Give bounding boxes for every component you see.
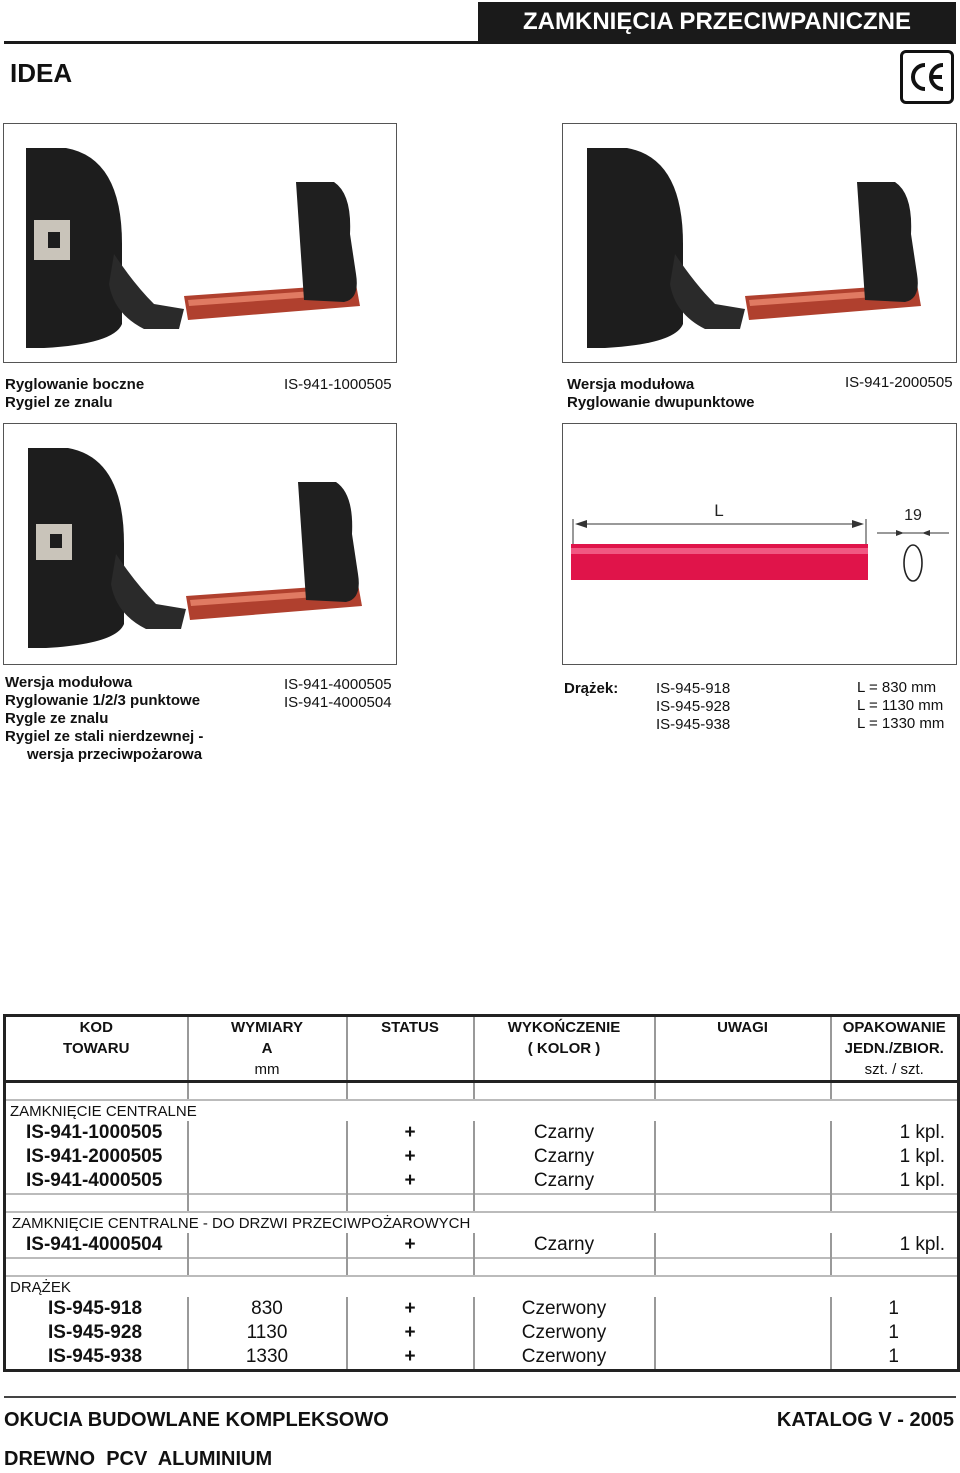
cell-kod: IS-941-4000505 xyxy=(5,1169,188,1194)
table-header-row xyxy=(5,1016,959,1039)
header-rule xyxy=(4,41,956,44)
caption-line: Rygiel ze stali nierdzewnej - xyxy=(5,728,204,745)
caption-line: Ryglowanie 1/2/3 punktowe xyxy=(5,692,201,709)
section-row xyxy=(5,1276,959,1297)
cell-uwagi xyxy=(655,1297,831,1321)
cell-kod: IS-941-1000505 xyxy=(5,1121,188,1145)
cell-opak: 1 xyxy=(831,1321,959,1345)
product-code: IS-941-4000504 xyxy=(284,694,392,711)
cell-kod: IS-945-928 xyxy=(5,1321,188,1345)
product-3-codes xyxy=(284,676,392,712)
cell-status: + xyxy=(347,1233,474,1258)
cell-kod: IS-941-4000504 xyxy=(5,1233,188,1258)
cell-opak: 1 xyxy=(831,1297,959,1321)
bar-code: IS-945-918 xyxy=(656,680,731,697)
cell-kolor: Czarny xyxy=(474,1121,655,1145)
cell-wymiar xyxy=(188,1233,347,1258)
cell-status: + xyxy=(347,1297,474,1321)
brand-name: IDEA xyxy=(10,58,73,88)
table-row xyxy=(5,1345,959,1371)
header-wykonczenie-2: ( KOLOR ) xyxy=(474,1038,655,1059)
cell-wymiar: 1330 xyxy=(188,1345,347,1371)
table-row xyxy=(5,1121,959,1145)
product-photo-multipoint-lock xyxy=(3,423,397,665)
product-2-caption xyxy=(567,376,837,412)
cell-status: + xyxy=(347,1169,474,1194)
diameter-label: 19 xyxy=(904,507,922,524)
header-opakowanie-unit: szt. / szt. xyxy=(831,1059,959,1082)
product-photo-side-lock xyxy=(3,123,397,363)
cell-wymiar: 830 xyxy=(188,1297,347,1321)
cell-status: + xyxy=(347,1121,474,1145)
spacer-row xyxy=(5,1258,959,1276)
cell-kolor: Czarny xyxy=(474,1145,655,1169)
table-row xyxy=(5,1145,959,1169)
table-header-row xyxy=(5,1059,959,1082)
header-status: STATUS xyxy=(347,1016,474,1039)
cell-kolor: Czarny xyxy=(474,1169,655,1194)
product-photo-two-point-lock xyxy=(562,123,957,363)
bar-label: Drążek: xyxy=(564,680,619,697)
cell-opak: 1 kpl. xyxy=(831,1233,959,1258)
product-1-code: IS-941-1000505 xyxy=(284,376,392,393)
bar-codes xyxy=(656,680,730,734)
caption-line: Rygle ze znalu xyxy=(5,710,109,727)
header-opakowanie-2: JEDN./ZBIOR. xyxy=(831,1038,959,1059)
header-opakowanie: OPAKOWANIE xyxy=(831,1016,959,1039)
header-wymiary-unit: mm xyxy=(188,1059,347,1082)
bar-lengths xyxy=(857,679,944,733)
table-row xyxy=(5,1321,959,1345)
spacer-row xyxy=(5,1082,959,1101)
footer-materials: DREWNO PCV ALUMINIUM xyxy=(4,1448,273,1470)
product-code: IS-941-4000505 xyxy=(284,676,392,693)
header-kod: KOD xyxy=(5,1016,188,1039)
table-row xyxy=(5,1233,959,1258)
caption-line: Wersja modułowa xyxy=(5,674,133,691)
section-title: DRĄŻEK xyxy=(5,1276,959,1297)
caption-line: wersja przeciwpożarowa xyxy=(27,746,203,763)
ce-mark-icon xyxy=(900,50,954,104)
header-wymiary: WYMIARY xyxy=(188,1016,347,1039)
header-uwagi: UWAGI xyxy=(655,1016,831,1039)
caption-line: Rygiel ze znalu xyxy=(5,394,113,411)
table-row xyxy=(5,1297,959,1321)
bar-section-icon xyxy=(904,545,922,581)
cell-uwagi xyxy=(655,1145,831,1169)
product-table xyxy=(3,1014,960,1372)
bar-length: L = 1130 mm xyxy=(857,697,944,714)
header-kod-2: TOWARU xyxy=(5,1038,188,1059)
cell-kolor: Czerwony xyxy=(474,1321,655,1345)
product-3-caption xyxy=(5,674,275,764)
bar-dimension-diagram xyxy=(562,423,957,665)
cell-uwagi xyxy=(655,1169,831,1194)
section-title: ZAMKNIĘCIE CENTRALNE xyxy=(5,1100,959,1121)
section-title: ZAMKNIĘCIE CENTRALNE - DO DRZWI PRZECIWPOŻAROWYCH xyxy=(5,1212,959,1233)
cell-uwagi xyxy=(655,1345,831,1371)
cell-status: + xyxy=(347,1145,474,1169)
product-1-caption xyxy=(5,376,275,412)
cell-kolor: Czerwony xyxy=(474,1345,655,1371)
table-row xyxy=(5,1169,959,1194)
caption-line: Wersja modułowa xyxy=(567,376,695,393)
header-wykonczenie: WYKOŃCZENIE xyxy=(474,1016,655,1039)
cell-kolor: Czarny xyxy=(474,1233,655,1258)
caption-line: Ryglowanie dwupunktowe xyxy=(567,394,755,411)
length-label: L xyxy=(714,501,724,520)
header-wymiary-2: A xyxy=(188,1038,347,1059)
bar-length: L = 1330 mm xyxy=(857,715,945,732)
caption-line: Ryglowanie boczne xyxy=(5,376,145,393)
spacer-row xyxy=(5,1194,959,1212)
cell-opak: 1 kpl. xyxy=(831,1121,959,1145)
section-row xyxy=(5,1212,959,1233)
cell-status: + xyxy=(347,1345,474,1371)
cell-kod: IS-941-2000505 xyxy=(5,1145,188,1169)
cell-uwagi xyxy=(655,1121,831,1145)
cell-wymiar xyxy=(188,1121,347,1145)
bar-code: IS-945-928 xyxy=(656,698,731,715)
cell-opak: 1 kpl. xyxy=(831,1145,959,1169)
cell-opak: 1 xyxy=(831,1345,959,1371)
cell-wymiar xyxy=(188,1145,347,1169)
cell-uwagi xyxy=(655,1233,831,1258)
section-row xyxy=(5,1100,959,1121)
cell-status: + xyxy=(347,1321,474,1345)
footer-rule xyxy=(4,1396,956,1398)
table-header-row xyxy=(5,1038,959,1059)
product-2-code: IS-941-2000505 xyxy=(845,374,953,391)
cell-kod: IS-945-938 xyxy=(5,1345,188,1371)
catalog-edition: KATALOG V - 2005 xyxy=(776,1409,954,1431)
footer-tagline: OKUCIA BUDOWLANE KOMPLEKSOWO xyxy=(4,1409,389,1431)
cell-opak: 1 kpl. xyxy=(831,1169,959,1194)
cell-kod: IS-945-918 xyxy=(5,1297,188,1321)
bar-length: L = 830 mm xyxy=(857,679,937,696)
cell-wymiar xyxy=(188,1169,347,1194)
cell-wymiar: 1130 xyxy=(188,1321,347,1345)
bar-code: IS-945-938 xyxy=(656,716,731,733)
catalog-section-banner: ZAMKNIĘCIA PRZECIWPANICZNE xyxy=(478,2,956,42)
cell-uwagi xyxy=(655,1321,831,1345)
cell-kolor: Czerwony xyxy=(474,1297,655,1321)
